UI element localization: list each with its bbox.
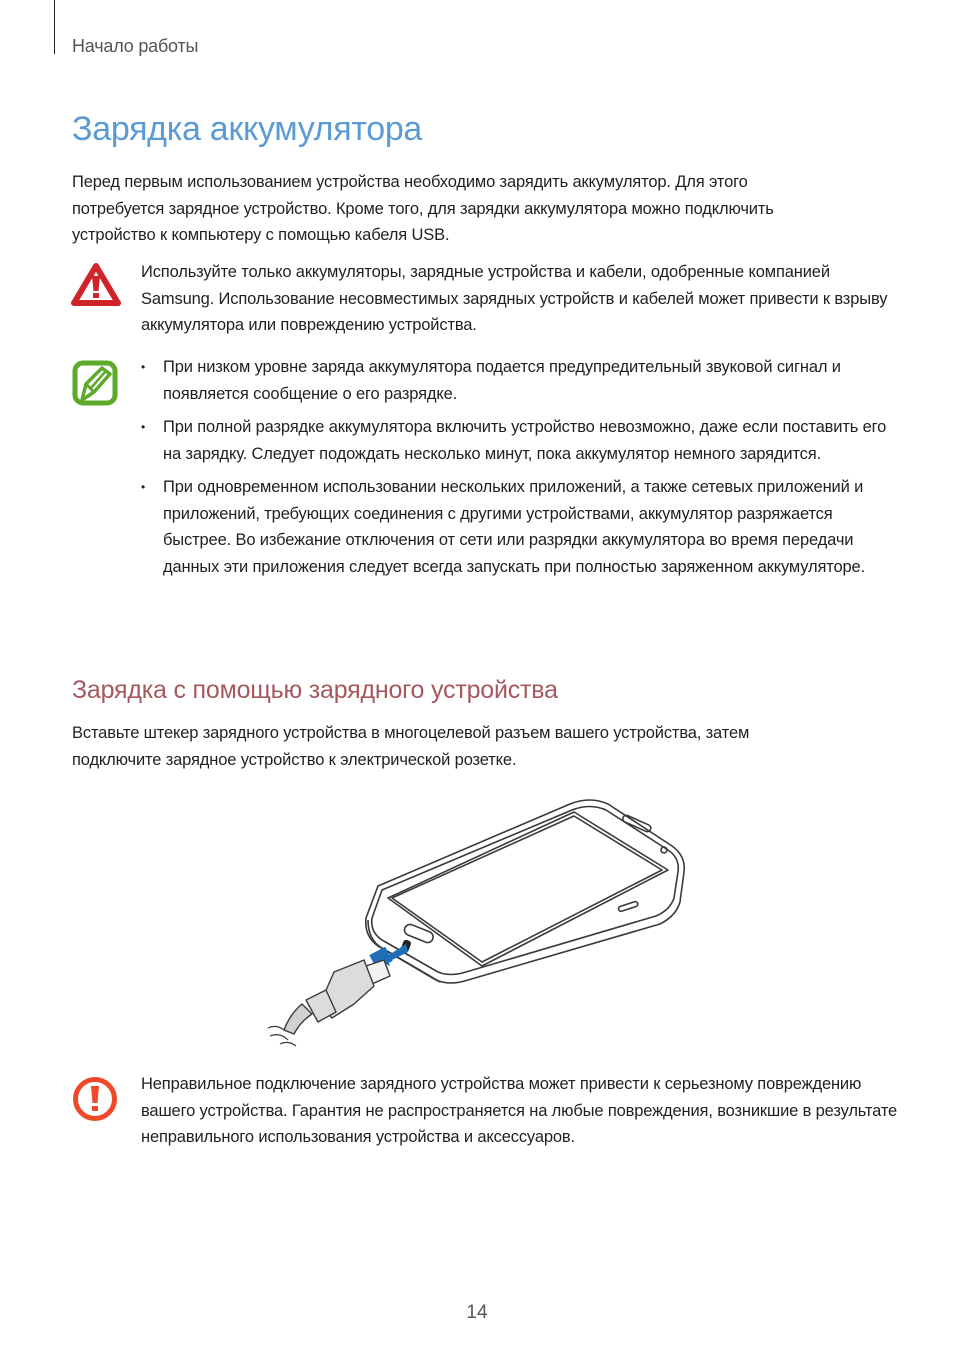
section-heading: Зарядка с помощью зарядного устройства bbox=[72, 676, 558, 704]
note-item bbox=[141, 414, 901, 467]
note-item-text: При низком уровне заряда аккумулятора подается предупредительный звуковой сигнал и появляется сообщение о его разрядке. bbox=[163, 358, 841, 403]
caution-text: Неправильное подключение зарядного устройства может привести к серьезному повреждению вашего устройства. Гарантия не распространяется на любые повреждения, возникшие в результате неправильного использования устройства и аксессуаров. bbox=[141, 1075, 898, 1146]
note-item bbox=[141, 474, 901, 580]
intro-paragraph: Перед первым использованием устройства необходимо зарядить аккумулятор. Для этого потребуется зарядное устройство. Кроме того, для зарядки аккумулятора можно подключить устройство к компьютеру с помощью кабеля USB. bbox=[72, 173, 774, 244]
warning-text: Используйте только аккумуляторы, зарядные устройства и кабели, одобренные компанией Samsung. Использование несовместимых зарядных устройств и кабелей может привести к взрыву аккумулятора или повреждению устройства. bbox=[141, 263, 888, 334]
note-list bbox=[141, 354, 901, 587]
note-pencil-icon bbox=[72, 360, 118, 406]
running-header: Начало работы bbox=[72, 36, 199, 56]
bullet: • bbox=[141, 480, 146, 494]
bullet: • bbox=[141, 360, 146, 374]
caution-exclamation-icon bbox=[72, 1076, 118, 1122]
warning-triangle-icon bbox=[70, 262, 122, 308]
page-number: 14 bbox=[466, 1302, 488, 1323]
note-item-text: При полной разрядке аккумулятора включить устройство невозможно, даже если поставить его на зарядку. Следует подождать несколько минут, пока аккумулятор немного зарядится. bbox=[163, 418, 887, 463]
page-title: Зарядка аккумулятора bbox=[72, 110, 423, 148]
note-item bbox=[141, 354, 901, 407]
note-item-text: При одновременном использовании нескольких приложений, а также сетевых приложений и приложений, требующих соединения с другими устройствами, аккумулятор разряжается быстрее. Во избежание отключения от сети или разрядки аккумулятора во время передачи данных эти приложения следует всегда запускать при полностью заряженном аккумуляторе. bbox=[163, 478, 866, 576]
margin-rule bbox=[54, 0, 55, 54]
phone-charging-illustration bbox=[260, 790, 700, 1060]
section-text: Вставьте штекер зарядного устройства в многоцелевой разъем вашего устройства, затем подключите зарядное устройство к электрической розетке. bbox=[72, 724, 750, 769]
bullet: • bbox=[141, 420, 146, 434]
